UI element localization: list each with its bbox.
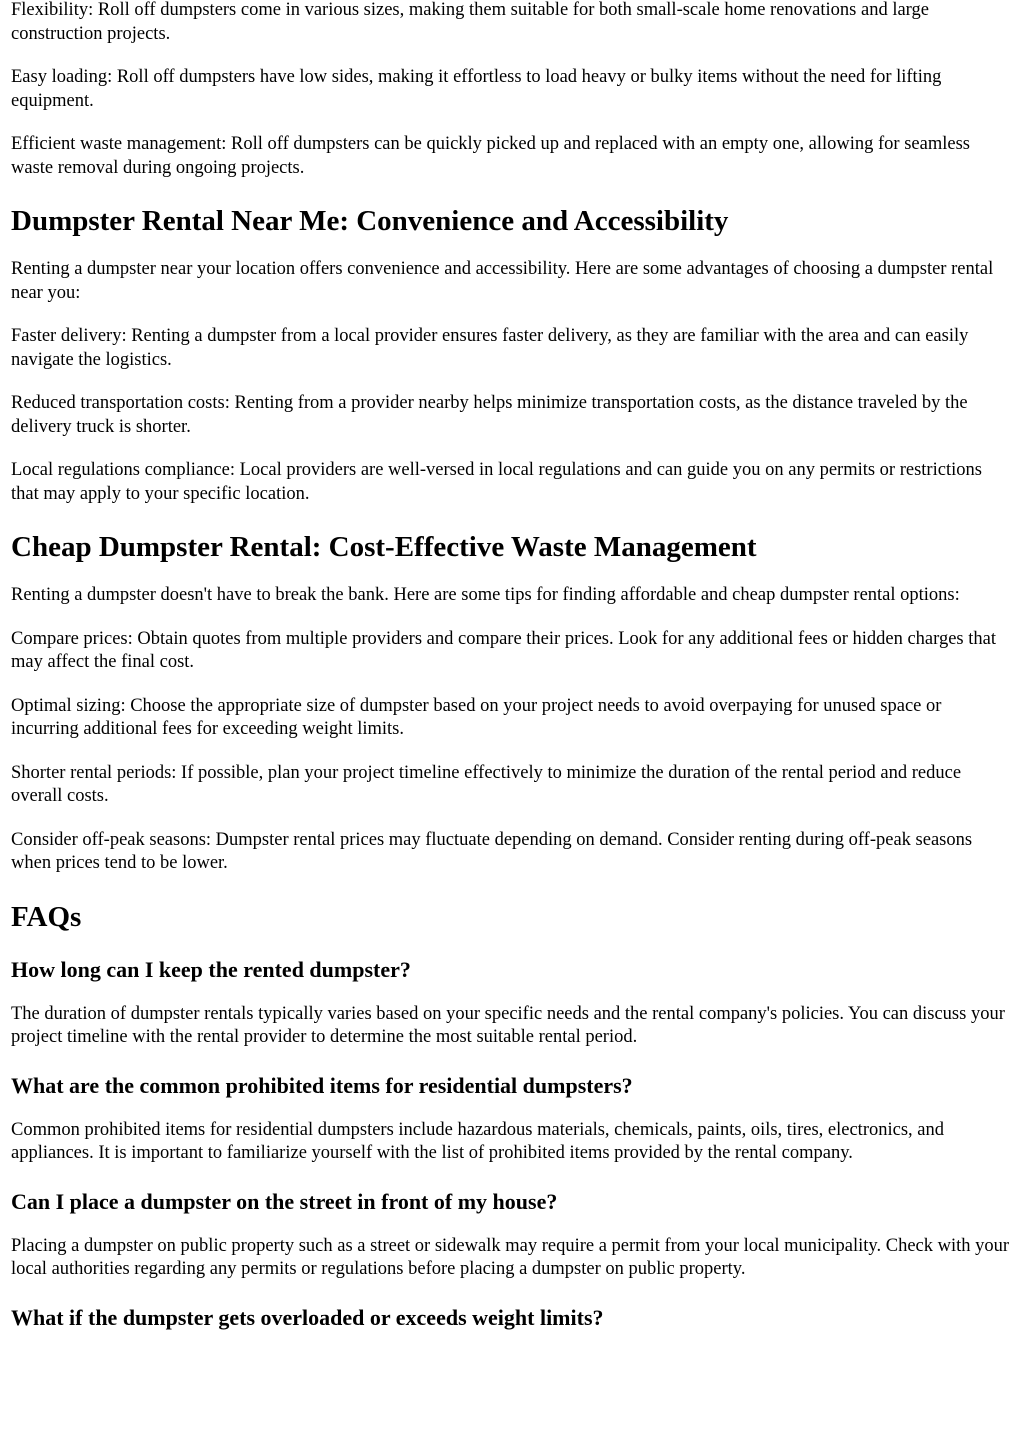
faq-question: What are the common prohibited items for residential dumpsters? <box>11 1072 633 1098</box>
faq-question: What if the dumpster gets overloaded or exceeds weight limits? <box>11 1304 604 1330</box>
faq-question: How long can I keep the rented dumpster? <box>11 956 411 982</box>
faq-answer: Placing a dumpster on public property such as a street or sidewalk may require a permit from your local municipality. Check with your local authorities regarding any permits or regulations before placing a dumpster on public property. <box>11 1235 1010 1279</box>
paragraph-faster-delivery: Faster delivery: Renting a dumpster from a local provider ensures faster delivery, as they are familiar with the area and can easily navigate the logistics. <box>11 326 969 370</box>
paragraph-shorter-periods: Shorter rental periods: If possible, plan your project timeline effectively to minimize the duration of the rental period and reduce overall costs. <box>11 762 962 806</box>
paragraph-cheap-intro: Renting a dumpster doesn't have to break the bank. Here are some tips for finding affordable and cheap dumpster rental options: <box>11 585 960 605</box>
paragraph-compare-prices: Compare prices: Obtain quotes from multiple providers and compare their prices. Look for any additional fees or hidden charges that may affect the final cost. <box>11 628 996 672</box>
heading-cheap-rental: Cheap Dumpster Rental: Cost-Effective Waste Management <box>11 531 757 563</box>
heading-faqs: FAQs <box>11 900 82 933</box>
paragraph-easy-loading: Easy loading: Roll off dumpsters have low sides, making it effortless to load heavy or bulky items without the need for lifting equipment. <box>11 67 942 111</box>
paragraph-reduced-costs: Reduced transportation costs: Renting from a provider nearby helps minimize transportation costs, as the distance traveled by the delivery truck is shorter. <box>11 393 968 437</box>
paragraph-local-regulations: Local regulations compliance: Local providers are well-versed in local regulations and can guide you on any permits or restrictions that may apply to your specific location. <box>11 460 982 504</box>
paragraph-off-peak: Consider off-peak seasons: Dumpster rental prices may fluctuate depending on demand. Consider renting during off-peak seasons when prices tend to be lower. <box>11 829 973 873</box>
paragraph-optimal-sizing: Optimal sizing: Choose the appropriate size of dumpster based on your project needs to avoid overpaying for unused space or incurring additional fees for exceeding weight limits. <box>11 695 942 739</box>
faq-answer: Common prohibited items for residential dumpsters include hazardous materials, chemicals, paints, oils, tires, electronics, and appliances. It is important to familiarize yourself with the list of prohibited items provided by the rental company. <box>11 1119 944 1163</box>
faq-answer: The duration of dumpster rentals typically varies based on your specific needs and the rental company's policies. You can discuss your project timeline with the rental provider to determine the most suitable rental period. <box>11 1003 1005 1047</box>
paragraph-near-me-intro: Renting a dumpster near your location offers convenience and accessibility. Here are some advantages of choosing a dumpster rental near you: <box>11 259 994 303</box>
paragraph-flexibility: Flexibility: Roll off dumpsters come in various sizes, making them suitable for both small-scale home renovations and large construction projects. <box>11 0 929 44</box>
faq-question: Can I place a dumpster on the street in front of my house? <box>11 1188 558 1214</box>
heading-near-me: Dumpster Rental Near Me: Convenience and Accessibility <box>11 205 729 237</box>
paragraph-efficient-waste: Efficient waste management: Roll off dumpsters can be quickly picked up and replaced with an empty one, allowing for seamless waste removal during ongoing projects. <box>11 134 970 178</box>
